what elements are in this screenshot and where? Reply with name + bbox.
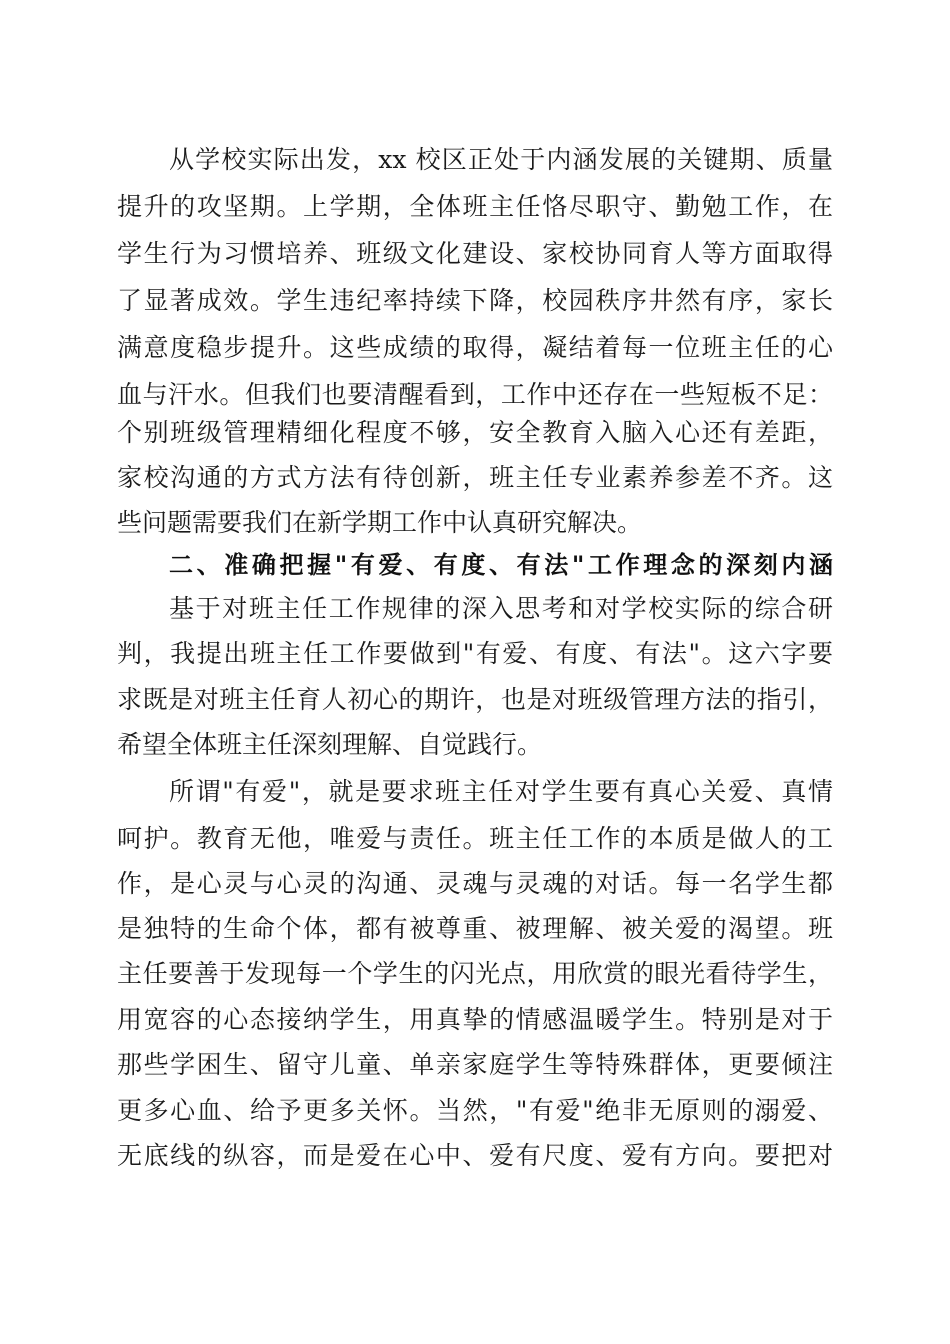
paragraph-2-line-2: 判，我提出班主任工作要做到"有爱、有度、有法"。这六字要 [117, 639, 833, 668]
paragraph-1-line-9: 些问题需要我们在新学期工作中认真研究解决。 [117, 508, 643, 537]
paragraph-3-line-8: 更多心血、给予更多关怀。当然，"有爱"绝非无原则的溺爱、 [117, 1096, 833, 1125]
paragraph-3-line-3: 作，是心灵与心灵的沟通、灵魂与灵魂的对话。每一名学生都 [117, 869, 833, 898]
paragraph-1-line-4: 了显著成效。学生违纪率持续下降，校园秩序井然有序，家长 [117, 286, 833, 315]
paragraph-3-line-4: 是独特的生命个体，都有被尊重、被理解、被关爱的渴望。班 [117, 914, 833, 943]
paragraph-3-line-5: 主任要善于发现每一个学生的闪光点，用欣赏的眼光看待学生， [117, 959, 833, 988]
paragraph-2-line-3: 求既是对班主任育人初心的期许，也是对班级管理方法的指引， [117, 685, 833, 714]
paragraph-1-line-7: 个别班级管理精细化程度不够，安全教育入脑入心还有差距， [117, 418, 833, 447]
paragraph-1-line-5: 满意度稳步提升。这些成绩的取得，凝结着每一位班主任的心 [117, 333, 833, 362]
paragraph-3-line-6: 用宽容的心态接纳学生，用真挚的情感温暖学生。特别是对于 [117, 1005, 833, 1034]
paragraph-2-line-4: 希望全体班主任深刻理解、自觉践行。 [117, 730, 543, 759]
paragraph-1-line-2: 提升的攻坚期。上学期，全体班主任恪尽职守、勤勉工作，在 [117, 192, 833, 221]
paragraph-1-line-3: 学生行为习惯培养、班级文化建设、家校协同育人等方面取得 [117, 239, 833, 268]
paragraph-3-line-7: 那些学困生、留守儿童、单亲家庭学生等特殊群体，更要倾注 [117, 1050, 833, 1079]
paragraph-1-line-1: 从学校实际出发，xx 校区正处于内涵发展的关键期、质量 [169, 145, 833, 174]
paragraph-3-line-2: 呵护。教育无他，唯爱与责任。班主任工作的本质是做人的工 [117, 824, 833, 853]
paragraph-1-line-8: 家校沟通的方式方法有待创新，班主任专业素养参差不齐。这 [117, 463, 833, 492]
paragraph-1-line-6: 血与汗水。但我们也要清醒看到，工作中还存在一些短板不足： [117, 380, 833, 409]
section-2-heading: 二、准确把握"有爱、有度、有法"工作理念的深刻内涵 [169, 551, 833, 579]
paragraph-2-line-1: 基于对班主任工作规律的深入思考和对学校实际的综合研 [169, 594, 833, 623]
paragraph-3-line-1: 所谓"有爱"，就是要求班主任对学生要有真心关爱、真情 [169, 777, 833, 806]
paragraph-3-line-9: 无底线的纵容，而是爱在心中、爱有尺度、爱有方向。要把对 [117, 1141, 833, 1170]
